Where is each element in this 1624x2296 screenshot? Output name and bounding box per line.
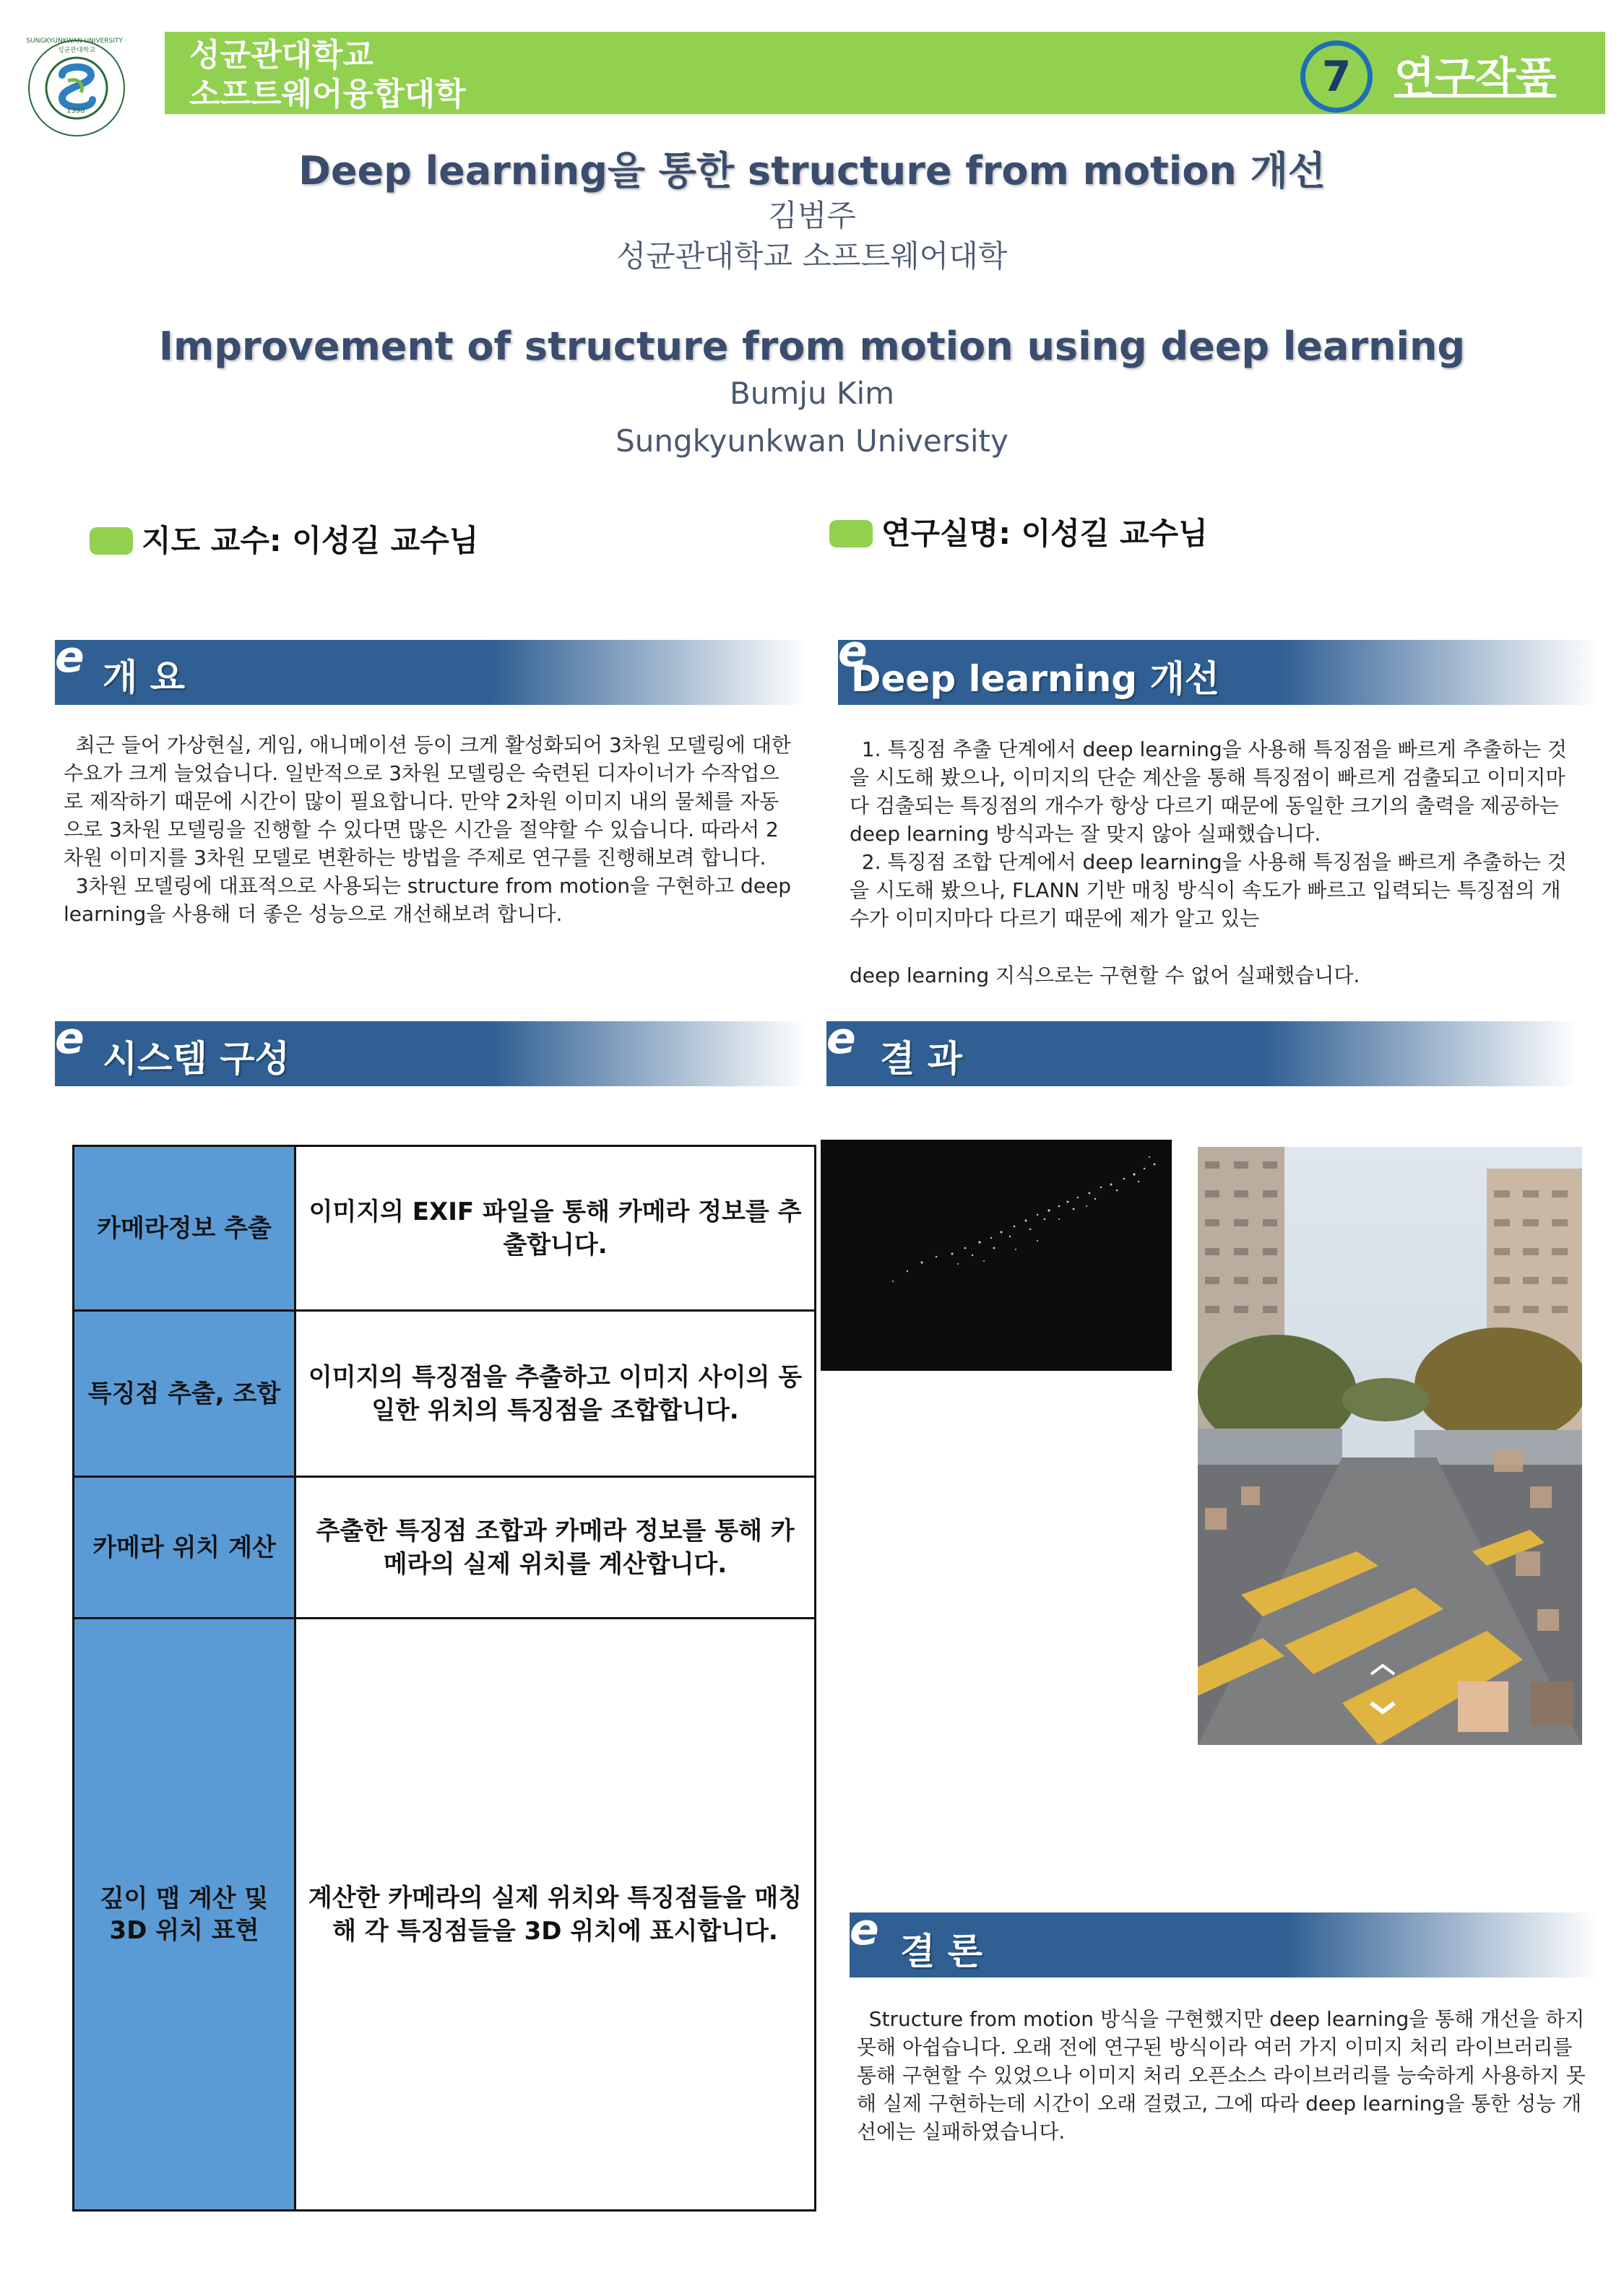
- lab-chip: [829, 520, 873, 547]
- section-title-conclusion: 결 론: [900, 1931, 983, 1972]
- deep-learning-paragraph-3: deep learning 지식으로는 구현할 수 없어 실패했습니다.: [850, 963, 1360, 987]
- system-step-label: 카메라정보 추출: [74, 1146, 295, 1311]
- section-title-deep-learning: Deep learning 개선: [851, 658, 1220, 700]
- table-row: [74, 1477, 816, 1619]
- work-number-badge: 7: [1300, 40, 1373, 113]
- e-badge-icon: e: [55, 632, 85, 683]
- e-badge-icon: e: [826, 1013, 856, 1064]
- system-step-desc: 계산한 카메라의 실제 위치와 특징점들을 매칭해 각 특징점들을 3D 위치에 표시합니다.: [295, 1619, 816, 2211]
- table-row: [74, 1619, 816, 2211]
- title-korean: Deep learning을 통한 structure from motion 개선: [298, 148, 1326, 194]
- deep-learning-paragraph-1: 1. 특징점 추출 단계에서 deep learning을 사용해 특징점을 빠르게 추출하는 것을 시도해 봤으나, 이미지의 단순 계산을 통해 특징점이 빠르게 검출되고 이미지마다 검출되는 특징점의 개수가 항상 다르기 때문에 동일한 크기의 출력을 제공하는 deep learning 방식과는 잘 맞지 않아 실패했습니다.: [850, 737, 1567, 846]
- e-badge-icon: e: [838, 626, 868, 677]
- university-line2: 소프트웨어융합대학: [189, 76, 466, 113]
- lab-name: 연구실명: 이성길 교수님: [881, 516, 1208, 551]
- section-title-overview: 개 요: [103, 657, 186, 698]
- work-category-label: 연구작품: [1394, 53, 1557, 102]
- affiliation-english: Sungkyunkwan University: [616, 423, 1008, 459]
- title-english: Improvement of structure from motion using deep learning: [158, 324, 1466, 369]
- overview-paragraph-2: 3차원 모델링에 대표적으로 사용되는 structure from motion을 구현하고 deep learning을 사용해 더 좋은 성능으로 개선해보려 합니다.: [64, 874, 792, 926]
- author-english: Bumju Kim: [729, 376, 895, 411]
- logo-ring-text: SUNGKYUNKWAN UNIVERSITY · 성균관대학교: [26, 38, 127, 54]
- section-header-system: [55, 1013, 806, 1086]
- e-badge-icon: e: [850, 1905, 879, 1955]
- system-step-desc: 이미지의 EXIF 파일을 통해 카메라 정보를 추출합니다.: [295, 1146, 816, 1311]
- input-photo-image: [1198, 1147, 1582, 1745]
- system-step-label: 깊이 맵 계산 및 3D 위치 표현: [74, 1619, 295, 2211]
- logo-year: 1398: [66, 107, 85, 115]
- affiliation-korean: 성균관대학교 소프트웨어대학: [616, 238, 1008, 274]
- advisor-chip: [90, 527, 133, 555]
- section-header-conclusion: [850, 1905, 1598, 1977]
- section-header-overview: [55, 632, 806, 705]
- e-badge-icon: e: [55, 1013, 85, 1064]
- system-step-desc: 이미지의 특징점을 추출하고 이미지 사이의 동일한 위치의 특징점을 조합합니다.: [295, 1311, 816, 1477]
- table-row: [74, 1311, 816, 1477]
- point-cloud-result-image: [821, 1140, 1172, 1371]
- system-table: [72, 1145, 816, 2211]
- conclusion-paragraph-1: Structure from motion 방식을 구현했지만 deep learning을 통해 개선을 하지 못해 아쉽습니다. 오래 전에 연구된 방식이라 여러 가지 이미지 처리 라이브러리를 통해 구현할 수 있었으나 이미지 처리 오픈소스 라이브러리를 능숙하게 사용하지 못해 실제 구현하는데 시간이 오래 걸렸고, 그에 따라 deep learning을 통한 성능 개선에는 실패하였습니다.: [857, 2007, 1586, 2144]
- deep-learning-paragraph-2: 2. 특징점 조합 단계에서 deep learning을 사용해 특징점을 빠르게 추출하는 것을 시도해 봤으나, FLANN 기반 매칭 방식이 속도가 빠르고 입력되는 특징점의 개수가 이미지마다 다르기 때문에 제가 알고 있는: [850, 850, 1567, 930]
- table-row: [74, 1146, 816, 1311]
- author-korean: 김범주: [768, 198, 856, 233]
- section-header-deep-learning: [838, 626, 1598, 705]
- conclusion-text: [857, 2005, 1586, 2146]
- section-title-system: 시스템 구성: [103, 1038, 290, 1080]
- system-step-desc: 추출한 특징점 조합과 카메라 정보를 통해 카메라의 실제 위치를 계산합니다.: [295, 1477, 816, 1619]
- overview-paragraph-1: 최근 들어 가상현실, 게임, 애니메이션 등이 크게 활성화되어 3차원 모델링에 대한 수요가 크게 늘었습니다. 일반적으로 3차원 모델링은 숙련된 디자이너가 수작업으로 제작하기 때문에 시간이 많이 필요합니다. 만약 2차원 이미지 내의 물체를 자동으로 3차원 모델링을 진행할 수 있다면 많은 시간을 절약할 수 있습니다. 따라서 2차원 이미지를 3차원 모델로 변환하는 방법을 주제로 연구를 진행해보려 합니다.: [64, 733, 791, 870]
- section-header-results: [826, 1013, 1578, 1086]
- system-step-label: 카메라 위치 계산: [74, 1477, 295, 1619]
- advisor-professor: 지도 교수: 이성길 교수님: [142, 523, 479, 558]
- deep-learning-text: [850, 735, 1579, 989]
- university-line1: 성균관대학교: [189, 37, 374, 74]
- system-step-label: 특징점 추출, 조합: [74, 1311, 295, 1477]
- point-cloud-dots: [821, 1140, 1172, 1371]
- street-photo: [1198, 1147, 1582, 1745]
- overview-text: [64, 731, 795, 928]
- section-title-results: 결 과: [880, 1038, 963, 1080]
- university-logo: [26, 38, 127, 139]
- university-name: [189, 36, 466, 114]
